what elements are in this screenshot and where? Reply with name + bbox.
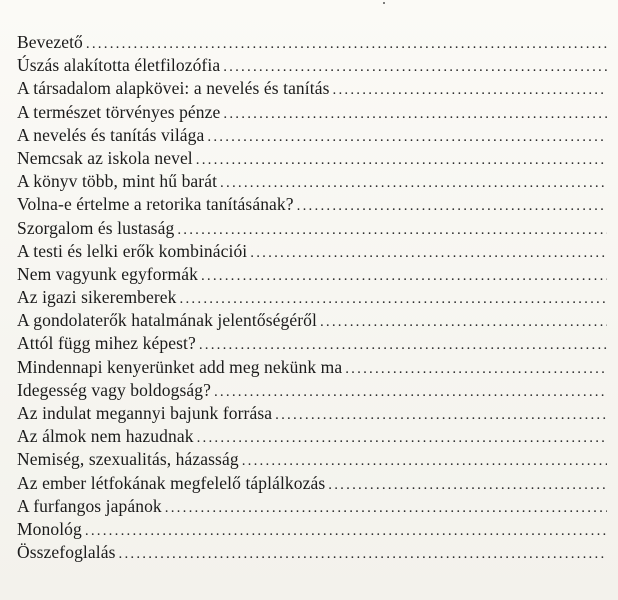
dot-leader <box>199 334 607 355</box>
toc-entry <box>17 193 607 216</box>
dot-leader <box>297 195 607 216</box>
toc-entry <box>17 217 607 240</box>
toc-entry-title: Az igazi sikeremberek <box>17 287 177 308</box>
toc-entry <box>17 332 607 355</box>
table-of-contents <box>17 31 607 564</box>
dot-leader <box>85 520 607 541</box>
dot-leader <box>250 242 607 263</box>
dot-leader <box>320 311 607 332</box>
toc-entry <box>17 54 607 77</box>
toc-entry <box>17 541 607 564</box>
toc-entry <box>17 263 607 286</box>
dot-leader <box>220 172 607 193</box>
paper-speck <box>383 2 385 4</box>
dot-leader <box>180 288 607 309</box>
dot-leader <box>165 497 607 518</box>
dot-leader <box>345 358 607 379</box>
toc-entry-title: Az ember létfokának megfelelő táplálkozás <box>17 472 326 493</box>
toc-entry-title: A nevelés és tanítás világa <box>17 124 205 145</box>
toc-entry-title: Az álmok nem hazudnak <box>17 426 194 447</box>
toc-entry-title: A gondolaterők hatalmának jelentőségéről <box>17 310 317 331</box>
toc-entry <box>17 31 607 54</box>
dot-leader <box>119 543 608 564</box>
dot-leader <box>214 381 607 402</box>
toc-entry-title: Volna-e értelme a retorika tanításának? <box>17 194 294 215</box>
toc-entry <box>17 240 607 263</box>
toc-entry-title: Úszás alakította életfilozófia <box>17 55 221 76</box>
toc-entry <box>17 402 607 425</box>
toc-entry <box>17 309 607 332</box>
toc-entry-title: A társadalom alapkövei: a nevelés és tanítás <box>17 78 330 99</box>
toc-entry-title: Nem vagyunk egyformák <box>17 263 198 284</box>
toc-entry <box>17 425 607 448</box>
dot-leader <box>197 427 607 448</box>
dot-leader <box>177 219 607 240</box>
toc-entry <box>17 101 607 124</box>
toc-entry-title: Mindennapi kenyerünket add meg nekünk ma <box>17 356 343 377</box>
toc-entry-title: Nemiség, szexualitás, házasság <box>17 449 239 470</box>
toc-entry <box>17 518 607 541</box>
toc-entry-title: Az indulat megannyi bajunk forrása <box>17 403 273 423</box>
toc-entry <box>17 147 607 170</box>
toc-entry-title: A furfangos japánok <box>17 495 162 516</box>
toc-entry <box>17 77 607 100</box>
dot-leader <box>275 404 607 425</box>
toc-entry-title: Bevezető <box>17 32 83 52</box>
toc-entry <box>17 495 607 518</box>
toc-entry-title: Szorgalom és lustaság <box>17 217 175 238</box>
dot-leader <box>86 33 607 54</box>
dot-leader <box>223 103 607 124</box>
toc-entry-title: Nemcsak az iskola nevel <box>17 147 193 168</box>
toc-entry-title: A testi és lelki erők kombinációi <box>17 240 248 261</box>
toc-entry-title: Idegesség vagy boldogság? <box>17 379 211 400</box>
toc-entry-title: Attól függ mihez képest? <box>17 333 196 354</box>
toc-entry <box>17 356 607 379</box>
toc-entry-title: A természet törvényes pénze <box>17 101 221 122</box>
toc-entry-title: Összefoglalás <box>17 542 116 563</box>
toc-entry <box>17 286 607 309</box>
toc-entry <box>17 379 607 402</box>
dot-leader <box>207 126 607 147</box>
dot-leader <box>328 474 607 495</box>
toc-entry <box>17 448 607 471</box>
toc-entry-title: A könyv több, mint hű barát <box>17 171 218 192</box>
toc-entry <box>17 124 607 147</box>
dot-leader <box>333 79 608 100</box>
dot-leader <box>196 149 607 170</box>
dot-leader <box>223 56 607 77</box>
dot-leader <box>242 450 607 471</box>
dot-leader <box>201 265 607 286</box>
toc-entry <box>17 170 607 193</box>
toc-entry <box>17 472 607 495</box>
toc-entry-title: Monológ <box>17 518 82 539</box>
